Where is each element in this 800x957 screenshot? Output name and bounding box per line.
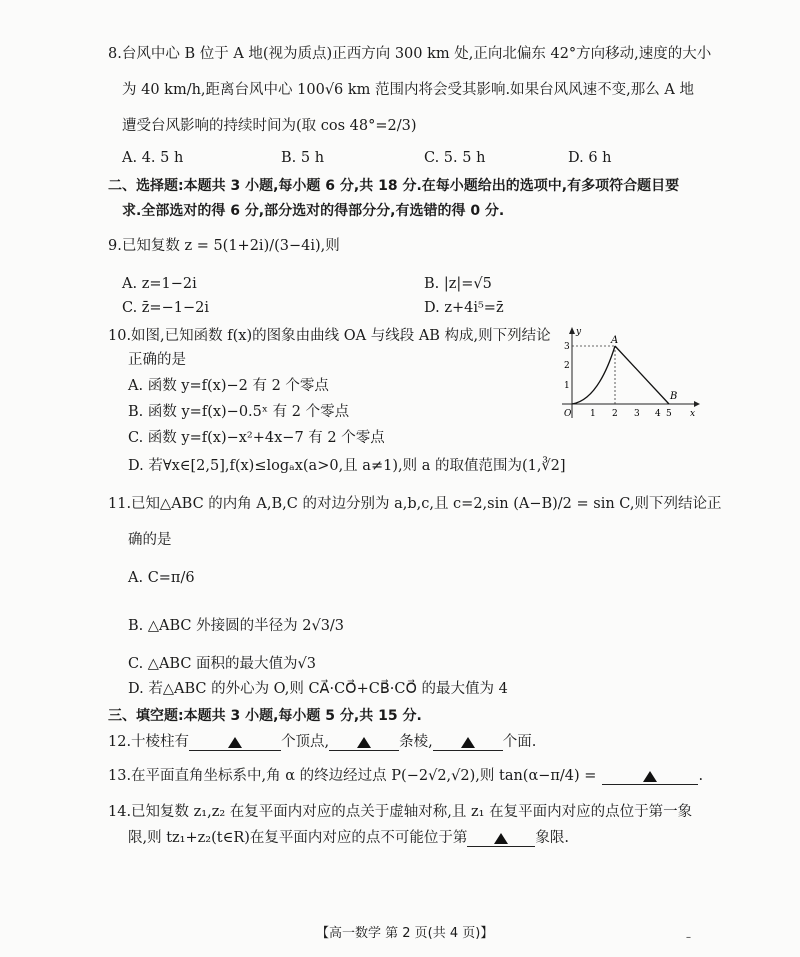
- q14-answer-blank: [467, 830, 535, 847]
- section2-heading-line2: 求.全部选对的得 6 分,部分选对的得部分分,有选错的得 0 分.: [122, 203, 505, 219]
- q13-line: [108, 766, 703, 786]
- q8-line3: 遭受台风影响的持续时间为(取 cos 48°=2/3): [122, 118, 417, 134]
- q12-mid2: 条棱,: [399, 734, 433, 750]
- q10-line1: 10.如图,已知函数 f(x)的图象由曲线 OA 与线段 AB 构成,则下列结论: [108, 328, 551, 344]
- q11-line2: 确的是: [128, 532, 172, 548]
- q14-line1: 14.已知复数 z₁,z₂ 在复平面内对应的点关于虚轴对称,且 z₁ 在复平面内对应的点位于第一象: [108, 804, 693, 820]
- x-tick-3: 3: [634, 409, 640, 419]
- x-axis-label: x: [690, 409, 696, 419]
- q9-stem: 9.已知复数 z = 5(1+2i)/(3−4i),则: [108, 238, 340, 254]
- answer-triangle-icon: [461, 737, 475, 748]
- q11-option-b: B. △ABC 外接圆的半径为 2√3/3: [128, 618, 345, 634]
- q13-text: 13.在平面直角坐标系中,角 α 的终边经过点 P(−2√2,√2),则 tan(α−π/4) =: [108, 768, 597, 784]
- q14-line2-suffix: 象限.: [535, 830, 569, 846]
- q9-option-d: D. z+4i⁵=z̄: [424, 300, 504, 316]
- y-tick-2: 2: [564, 361, 570, 371]
- x-tick-2: 2: [612, 409, 618, 419]
- q10-option-a: A. 函数 y=f(x)−2 有 2 个零点: [128, 378, 329, 394]
- section3-heading: 三、填空题:本题共 3 小题,每小题 5 分,共 15 分.: [108, 708, 422, 724]
- y-tick-1: 1: [564, 381, 570, 391]
- q8-option-c: C. 5. 5 h: [424, 150, 486, 166]
- q10-option-b: B. 函数 y=f(x)−0.5ˣ 有 2 个零点: [128, 404, 350, 420]
- q11-option-c: C. △ABC 面积的最大值为√3: [128, 656, 317, 672]
- q12-suffix: 个面.: [502, 734, 537, 750]
- q12-answer-blank-vertices: [189, 734, 281, 751]
- q14-line2: [128, 828, 569, 848]
- segment-ab: [615, 346, 669, 404]
- page-footer: 【高一数学 第 2 页(共 4 页)】: [316, 926, 494, 941]
- point-b-label: B: [670, 391, 678, 402]
- q13-end: .: [698, 768, 704, 784]
- q11-option-a: A. C=π/6: [128, 570, 195, 586]
- x-tick-4: 4: [655, 409, 661, 419]
- y-axis-arrow: [569, 327, 575, 334]
- q10-option-c: C. 函数 y=f(x)−x²+4x−7 有 2 个零点: [128, 430, 385, 446]
- q10-function-graph: [556, 322, 702, 422]
- q9-option-a: A. z=1−2i: [122, 276, 197, 292]
- q8-option-b: B. 5 h: [281, 150, 325, 166]
- q8-option-d: D. 6 h: [568, 150, 612, 166]
- q8-line2: 为 40 km/h,距离台风中心 100√6 km 范围内将会受其影响.如果台风风速不变,那么 A 地: [122, 82, 694, 98]
- answer-triangle-icon: [643, 771, 657, 782]
- answer-triangle-icon: [228, 737, 242, 748]
- origin-label: O: [564, 409, 572, 419]
- section2-heading-line1: 二、选择题:本题共 3 小题,每小题 6 分,共 18 分.在每小题给出的选项中,有多项符合题目要: [108, 178, 680, 194]
- corner-mark: –: [686, 932, 691, 943]
- x-tick-1: 1: [590, 409, 596, 419]
- q14-line2-prefix: 限,则 tz₁+z₂(t∈R)在复平面内对应的点不可能位于第: [128, 830, 468, 846]
- y-axis-label: y: [576, 327, 582, 337]
- q12-line: [108, 732, 536, 752]
- q12-prefix: 12.十棱柱有: [108, 734, 190, 750]
- q8-line1: 8.台风中心 B 位于 A 地(视为质点)正西方向 300 km 处,正向北偏东 42°方向移动,速度的大小: [108, 46, 712, 62]
- y-tick-3: 3: [564, 342, 570, 352]
- q12-mid1: 个顶点,: [281, 734, 330, 750]
- curve-oa: [572, 346, 615, 404]
- point-a-label: A: [611, 335, 619, 346]
- q9-option-b: B. |z|=√5: [424, 276, 492, 292]
- q9-option-c: C. z̄=−1−2i: [122, 300, 209, 316]
- q8-option-a: A. 4. 5 h: [122, 150, 184, 166]
- q13-answer-blank: [602, 768, 698, 785]
- q11-option-d: D. 若△ABC 的外心为 O,则 CA⃗·CO⃗+CB⃗·CO⃗ 的最大值为 4: [128, 681, 508, 697]
- q12-answer-blank-faces: [433, 734, 503, 751]
- q10-line2: 正确的是: [128, 352, 186, 368]
- answer-triangle-icon: [494, 833, 508, 844]
- answer-triangle-icon: [357, 737, 371, 748]
- q10-option-d: D. 若∀x∈[2,5],f(x)≤logₐx(a>0,且 a≠1),则 a 的取值范围为(1,∛2]: [128, 458, 566, 474]
- x-tick-5: 5: [666, 409, 672, 419]
- q12-answer-blank-edges: [329, 734, 399, 751]
- x-axis-arrow: [694, 401, 700, 407]
- q11-line1: 11.已知△ABC 的内角 A,B,C 的对边分别为 a,b,c,且 c=2,sin (A−B)/2 = sin C,则下列结论正: [108, 496, 722, 512]
